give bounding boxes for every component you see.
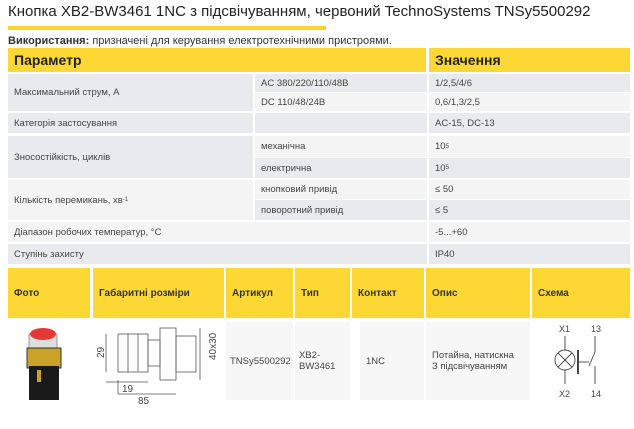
param-value: IP40: [429, 244, 630, 264]
name-sup: -1: [122, 197, 129, 203]
value-sup: 5: [445, 165, 449, 171]
param-value: 0,6/1,3/2,5: [429, 93, 630, 111]
param-value: -5...+60: [429, 222, 630, 242]
contact-cell: 1NC: [360, 322, 424, 400]
col-description: Опис: [426, 268, 530, 318]
param-name: Максимальний струм, А: [8, 74, 253, 111]
value-text: 10: [435, 141, 446, 152]
desc-line: Потайна, натискна: [432, 350, 514, 361]
param-name: Категорія застосування: [8, 113, 253, 133]
param-value: ≤ 5: [429, 200, 630, 220]
param-value: AC-15, DC-13: [429, 113, 630, 133]
usage-value: призначені для керування електротехнічними пристроями.: [89, 35, 392, 47]
param-cond: [255, 113, 427, 133]
param-name: Діапазон робочих температур, °С: [8, 222, 427, 242]
col-dimensions: Габаритні розміри: [93, 268, 224, 318]
col-article: Артикул: [226, 268, 293, 318]
terminal-x2: X2: [559, 389, 571, 399]
param-cond: кнопковий привід: [255, 180, 427, 199]
col-type: Тип: [295, 268, 350, 318]
wiring-schema: [545, 322, 615, 404]
page-title: Кнопка XB2-BW3461 1NC з підсвічуванням, червоний TechnoSystems TNSy5500292: [8, 3, 591, 20]
param-cond: DC 110/48/24В: [255, 93, 427, 111]
value-text: 10: [435, 162, 446, 174]
param-value: [429, 158, 630, 178]
terminal-13: 13: [591, 324, 602, 334]
col-photo: Фото: [8, 268, 90, 318]
article-cell: TNSy5500292: [226, 322, 293, 400]
description-cell: [426, 322, 530, 400]
header-value: Значення: [429, 48, 630, 72]
dimensions-drawing: [96, 322, 224, 404]
usage-label: Використання:: [8, 35, 90, 47]
terminal-x1: X1: [559, 324, 571, 334]
param-value: [429, 136, 630, 157]
dim-a: 19: [122, 384, 134, 395]
usage-text: [8, 35, 392, 47]
param-value: ≤ 50: [429, 180, 630, 199]
type-cell: XB2-BW3461: [295, 322, 350, 400]
title-underline: [8, 26, 326, 30]
param-name: Ступінь захисту: [8, 244, 427, 264]
param-cond: поворотний привід: [255, 200, 427, 220]
terminal-14: 14: [591, 389, 602, 399]
param-name: [8, 180, 253, 220]
param-value: 1/2,5/4/6: [429, 74, 630, 92]
col-schema: Схема: [532, 268, 630, 318]
param-cond: AC 380/220/110/48В: [255, 74, 427, 92]
dim-b: 85: [138, 396, 150, 404]
param-cond: механічна: [255, 136, 427, 157]
dim-width: 40x30: [208, 332, 219, 360]
col-contact: Контакт: [352, 268, 424, 318]
desc-line: З підсвічуванням: [432, 361, 508, 372]
value-sup: 5: [445, 143, 449, 150]
header-param: Параметр: [8, 48, 426, 72]
dim-height: 29: [96, 346, 107, 358]
name-text: Кількість перемикань, хв: [14, 194, 123, 206]
param-name: Зносостійкість, циклів: [8, 136, 253, 178]
param-cond: електрична: [255, 158, 427, 178]
product-photo: [15, 322, 75, 404]
